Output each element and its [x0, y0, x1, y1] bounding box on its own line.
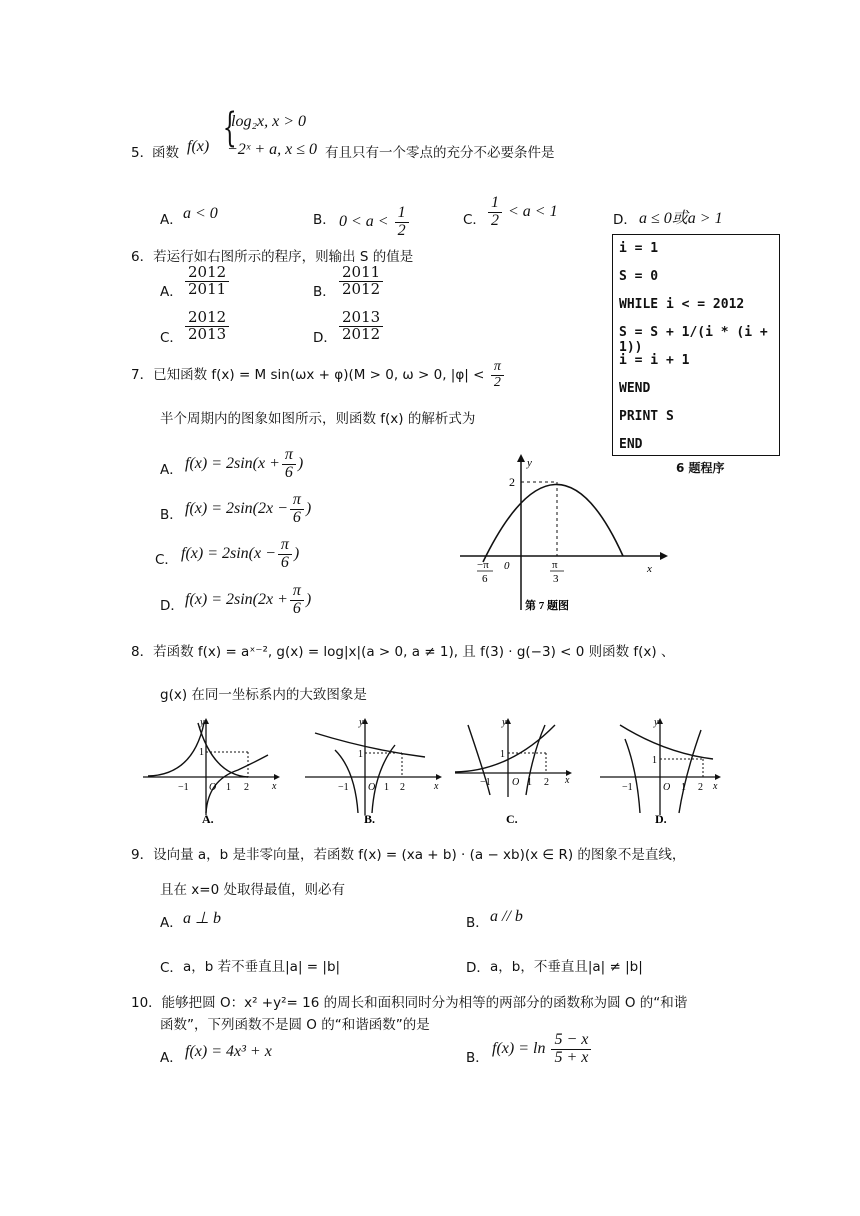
q7-x-label: x [647, 563, 652, 575]
q6-option-b-label: B． [313, 284, 336, 300]
svg-text:y: y [654, 717, 659, 728]
program-line: S = 0 [619, 269, 659, 284]
q5-number: 5． [131, 145, 154, 161]
program-line: S = S + 1/(i * (i + 1)) [619, 325, 768, 355]
svg-text:x: x [434, 781, 439, 792]
q5-option-c: $\frac{1}{2}$ < a < 1 [486, 195, 558, 230]
q7-stem: 7．已知函数 f(x) = M sin(ωx + φ)(M > 0, ω > 0, |φ| < $\frac{\pi}{2}$ [131, 360, 506, 390]
q9-option-a-label: A． [160, 915, 183, 931]
q10-option-b: f(x) = ln $\frac{5 - x}{5 + x}$ [492, 1032, 593, 1067]
q7-neg-pi: −π [477, 559, 489, 571]
svg-text:O: O [663, 782, 671, 793]
program-line: WEND [619, 381, 651, 396]
svg-text:1: 1 [384, 782, 389, 793]
q8-graph-d [595, 715, 725, 827]
q7-y-label: y [527, 457, 532, 469]
q8a-exp-curve [148, 723, 204, 776]
y-axis-arrow [517, 454, 525, 462]
q8-line2: g(x) 在同一坐标系内的大致图象是 [160, 687, 367, 703]
program-line: i = 1 [619, 241, 659, 256]
q7-option-c-label: C． [155, 552, 178, 568]
q8-option-d-label: D. [655, 812, 667, 826]
q5-option-a-label: A． [160, 212, 183, 228]
q5-option-b: 0 < a < $\frac{1}{2}$ [339, 205, 411, 240]
q10-option-b-label: B． [466, 1050, 489, 1066]
program-caption: 6 题程序 [676, 461, 725, 475]
svg-text:1: 1 [681, 782, 686, 793]
svg-text:y: y [200, 717, 205, 728]
q9-option-b: a // b [490, 908, 523, 925]
svg-text:x: x [565, 775, 570, 786]
q6-option-d-label: D． [313, 330, 337, 346]
q6-option-d: $\frac{2013}{2012}$ [337, 310, 385, 343]
q7-pi: π [552, 559, 558, 571]
svg-text:−1: −1 [178, 782, 189, 793]
q5-option-a: a < 0 [183, 205, 218, 222]
q8-option-c-label: C. [506, 812, 518, 826]
q9-option-d-label: D． [466, 960, 490, 976]
svg-text:x: x [713, 781, 718, 792]
svg-text:2: 2 [400, 782, 405, 793]
q9-stem: 9．设向量 a，b 是非零向量，若函数 f(x) = (xa + b) · (a − xb)(x ∈ R) 的图象不是直线， [131, 847, 686, 863]
q5-option-d-label: D． [613, 212, 637, 228]
q8d-log-left [625, 739, 640, 813]
q5-option-d: a ≤ 0或a > 1 [639, 210, 723, 227]
q6-option-b: $\frac{2011}{2012}$ [337, 265, 385, 298]
svg-text:y: y [502, 717, 507, 728]
svg-text:2: 2 [544, 777, 549, 788]
q7-origin: 0 [504, 560, 510, 572]
svg-text:x: x [272, 781, 277, 792]
q6-option-c: $\frac{2012}{2013}$ [183, 310, 231, 343]
q6-option-c-label: C． [160, 330, 183, 346]
q10-option-a: f(x) = 4x³ + x [185, 1043, 272, 1060]
q5-brace: { [222, 105, 237, 151]
q8-graph-c [450, 715, 595, 827]
q7-three: 3 [553, 573, 559, 585]
q5-fx: f(x) [187, 138, 210, 155]
q10-stem-line2: 函数”，下列函数不是圆 O 的“和谐函数”的是 [160, 1017, 430, 1033]
program-box [612, 234, 780, 456]
q8d-log-right [679, 730, 701, 813]
q9-option-c: a，b 若不垂直且|a| = |b| [183, 959, 341, 975]
q9-line2: 且在 x=0 处取得最值，则必有 [160, 882, 345, 898]
program-line: END [619, 437, 643, 452]
svg-text:2: 2 [698, 782, 703, 793]
q8d-exp-curve [620, 725, 713, 759]
q5-piece2: −2ˣ + a, x ≤ 0 [227, 141, 317, 158]
svg-text:O: O [209, 782, 217, 793]
svg-text:−1: −1 [480, 777, 491, 788]
q7-option-b: f(x) = 2sin(2x − $\frac{\pi}{6}$ ) [185, 491, 312, 526]
q7-option-a: f(x) = 2sin(x + $\frac{\pi}{6}$ ) [185, 446, 304, 481]
q5-tail: 有且只有一个零点的充分不必要条件是 [325, 145, 555, 161]
svg-text:−1: −1 [622, 782, 633, 793]
q6-option-a-label: A． [160, 284, 183, 300]
q7-line2: 半个周期内的图象如图所示，则函数 f(x) 的解析式为 [160, 411, 476, 427]
q8b-log-right [372, 745, 395, 813]
sine-curve [483, 484, 623, 562]
svg-text:2: 2 [244, 782, 249, 793]
program-line: i = i + 1 [619, 353, 690, 368]
q7-option-c: f(x) = 2sin(x − $\frac{\pi}{6}$ ) [181, 536, 300, 571]
program-line: WHILE i < = 2012 [619, 297, 745, 312]
svg-text:O: O [512, 777, 520, 788]
q7-caption: 第 7 题图 [525, 600, 569, 612]
q9-option-b-label: B． [466, 915, 489, 931]
q9-option-d: a，b，不垂直且|a| ≠ |b| [490, 959, 643, 975]
svg-text:1: 1 [226, 782, 231, 793]
x-axis-arrow [660, 552, 668, 560]
q6-stem: 6．若运行如右图所示的程序，则输出 S 的值是 [131, 249, 414, 265]
q5-option-c-label: C． [463, 212, 486, 228]
svg-text:−1: −1 [338, 782, 349, 793]
q10-stem-line1: 10．能够把圆 O：x² +y²= 16 的周长和面积同时分为相等的两部分的函数称为圆 O 的“和谐 [131, 995, 688, 1011]
svg-text:O: O [368, 782, 376, 793]
q8-option-b-label: B. [364, 812, 376, 826]
q7-option-b-label: B． [160, 507, 183, 523]
svg-text:1: 1 [500, 749, 505, 760]
q7-val-2: 2 [509, 475, 515, 489]
svg-text:1: 1 [199, 747, 204, 758]
q5-option-b-label: B． [313, 212, 336, 228]
q8-graph-a [138, 715, 283, 827]
svg-text:1: 1 [652, 755, 657, 766]
q7-option-a-label: A． [160, 462, 183, 478]
q8-stem: 8．若函数 f(x) = aˣ⁻², g(x) = log|x|(a > 0, a ≠ 1), 且 f(3) · g(−3) < 0 则函数 f(x) 、 [131, 644, 675, 660]
q5-piece1: log₂x, x > 0 [231, 113, 307, 130]
q10-option-a-label: A． [160, 1050, 183, 1066]
q9-option-c-label: C． [160, 960, 183, 976]
q7-neg-six: 6 [482, 573, 488, 585]
q6-option-a: $\frac{2012}{2011}$ [183, 265, 231, 298]
q8-graph-b [300, 715, 445, 827]
q9-option-a: a ⊥ b [183, 910, 221, 927]
program-line: PRINT S [619, 409, 674, 424]
svg-text:1: 1 [527, 777, 532, 788]
q5-lead: 函数 [152, 145, 179, 161]
q7-option-d-label: D． [160, 598, 184, 614]
q8-option-a-label: A. [202, 812, 214, 826]
svg-text:y: y [359, 717, 364, 728]
q7-graph [455, 450, 670, 620]
svg-text:1: 1 [358, 749, 363, 760]
q7-option-d: f(x) = 2sin(2x + $\frac{\pi}{6}$ ) [185, 582, 312, 617]
